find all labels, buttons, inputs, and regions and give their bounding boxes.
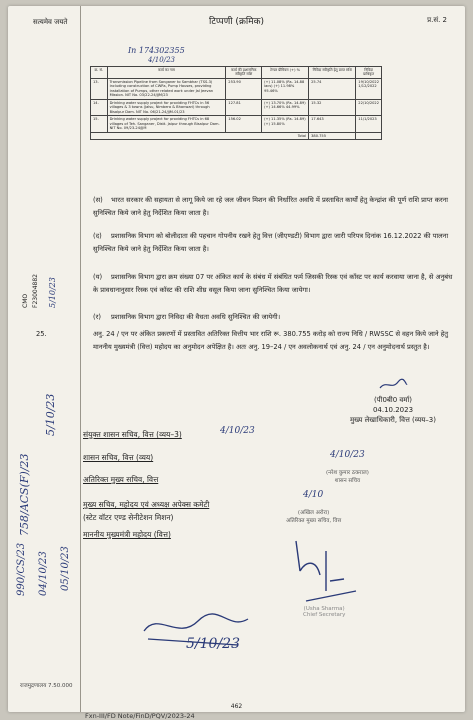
- para-number: (द): [93, 232, 102, 240]
- cmo-number: F23004882: [32, 274, 39, 308]
- para-text: प्रशासनिक विभाग को बोलीदाता की पहचान गोपनीय रखने हेतु वित्त (जीएण्डटी) विभाग द्वारा जारी परिपत्र दिनांक 16.12.2022 की पालना सुनिश्चित किये जाने हेतु निर्देशित किया जाता है।: [93, 232, 449, 253]
- table-total-row: [91, 132, 382, 139]
- table-row: [91, 99, 382, 115]
- handwritten-date-1: 4/10/23: [220, 426, 255, 436]
- cell-premium: (+) 11.08% (Rs. 14.88 lacs) (+) 11.98% 95.46%: [262, 78, 309, 99]
- cell-no: 13.: [91, 78, 108, 99]
- cell-sanction: 25.74: [309, 78, 356, 99]
- col-header: क्र. सं.: [91, 67, 108, 79]
- para-number: (य): [93, 273, 103, 281]
- file-reference: Fxn-III/FD Note/FinD/PQV/2023-24: [85, 712, 195, 720]
- cell-amount: 127.81: [226, 99, 262, 115]
- cell-no: 15.: [91, 116, 108, 132]
- col-header: टेण्डर प्रीमियम (+) %: [262, 67, 309, 79]
- margin-note-3-date: 05/10/23: [60, 546, 71, 591]
- total-label: Total: [91, 132, 309, 139]
- margin-note-1-date: 5/10/23: [44, 393, 57, 436]
- cmo-label: CMO: [22, 293, 29, 308]
- col-header: निविदा स्वीकृति हेतु प्राप्त राशि: [309, 67, 356, 79]
- works-table: [90, 66, 382, 140]
- cell-amount: 253.90: [226, 78, 262, 99]
- margin-note-2: 990/CS/23: [16, 542, 27, 596]
- para-r: [93, 311, 455, 324]
- cell-authority: 22/10/2022: [356, 99, 382, 115]
- table-header-row: [91, 67, 382, 79]
- cell-premium: (+) 11.35% (Rs. 14.89) (+) 15.80%: [262, 116, 309, 132]
- cmo-date: 5/10/23: [48, 277, 57, 308]
- cell-amount: 156.02: [226, 116, 262, 132]
- page-ref: प्र.सं. 2: [427, 16, 447, 24]
- page-title: टिप्पणी (क्रमिक): [208, 17, 264, 27]
- total-value: 380.755: [309, 132, 356, 139]
- para-s: [93, 194, 455, 219]
- page-number: 462: [230, 703, 243, 710]
- route-cm: माननीय मुख्यमंत्री महोदय (वित्त): [83, 530, 171, 539]
- margin-line: [80, 6, 81, 712]
- para-text: प्रशासनिक विभाग द्वारा निविदा की वैधता अवधि सुनिश्चित की जायेगी।: [111, 313, 281, 321]
- margin-note-1: 758/ACS(F)/23: [18, 453, 31, 536]
- cell-premium: (+) 13.70% (Rs. 14.89) (+) 14.66% 44.99%: [262, 99, 309, 115]
- route-jt-secretary: संयुक्त शासन सचिव, वित्त (व्यय–3): [83, 430, 182, 439]
- cell-sanction: 17.643: [309, 116, 356, 132]
- signature-mark: [378, 378, 408, 392]
- route-mission: (स्टेट वॉटर एण्ड सेनीटेशन मिशन): [83, 513, 174, 522]
- signature-scribble: [286, 531, 376, 611]
- signatory-designation: मुख्य लेखाधिकारी, वित्त (व्यय–3): [350, 416, 436, 424]
- stamp-secretary: (नरेश कुमार ठकराल) शासन सचिव: [326, 470, 369, 484]
- para-d: [93, 230, 455, 255]
- route-acs: अतिरिक्त मुख्य सचिव, वित्त: [83, 475, 159, 484]
- stamp-chief-secretary: (Usha Sharma) Chief Secretary: [303, 606, 346, 618]
- final-date: 5/10/23: [186, 636, 240, 652]
- header: [8, 14, 465, 28]
- stamp-acs: (अखिल अरोरा) अतिरिक्त मुख्य सचिव, वित्त: [286, 510, 342, 524]
- signature-block: [313, 378, 465, 425]
- route-secretary: शासन सचिव, वित्त (व्यय): [83, 453, 154, 462]
- emblem-logo: सत्यमेव जयते: [33, 18, 68, 26]
- cell-no: 14.: [91, 99, 108, 115]
- inward-number: In 174302355: [128, 46, 185, 55]
- col-header: कार्य की प्रशासनिक स्वीकृति राशि: [226, 67, 262, 79]
- cell-sanction: 15.32: [309, 99, 356, 115]
- col-header: कार्य का नाम: [107, 67, 226, 79]
- cell-name: Drinking water supply project for providing FHTCs in 56 villages & 3 towns (Jalsu, Nimbera & Bhanwari) through Bisalpur Dam. NIT No. 06/21-24/JJM-01/23: [107, 99, 226, 115]
- para-y: [93, 271, 455, 296]
- signatory-date: 04.10.2023: [372, 406, 414, 414]
- para-text: भारत सरकार की सहायता से लागू किये जा रहे जल जीवन मिशन की निर्धारित अवधि में प्रस्तावित कार्यों हेतु केन्द्रांश की पूर्ण राशि प्राप्त करना सुनिश्चित किये जाने हेतु निर्देशित किया जाता है।: [93, 196, 449, 217]
- note-sheet: [8, 6, 465, 712]
- signatory-name: (पी0बी0 वर्मा): [373, 396, 413, 404]
- handwritten-date-3: 4/10: [303, 490, 324, 500]
- handwritten-date-2: 4/10/23: [330, 450, 365, 460]
- para-number: (स): [93, 196, 103, 204]
- route-chief-secretary: मुख्य सचिव, महोदय एवं अध्यक्ष अपेक्स कमेटी: [83, 500, 210, 509]
- table-row: [91, 78, 382, 99]
- cell-name: Transmission Pipeline from Sanganer to Sambhar (TSS-3) including construction of CWRs, Pump Houses, providing installation of Pumps, other related work under Jal Jeevan Mission. NIT No. 03/22-24/JJM/23: [107, 78, 226, 99]
- para-25: अनु. 24 / एन पर अंकित प्रकरणों में प्रस्तावित अतिरिक्त वित्तीय भार राशि रू. 380.755 करोड़ को राज्य निधि / RWSSC से वहन किये जाने हेतु माननीय मुख्यमंत्री (वित्त) महोदय का अनुमोदन अपेक्षित है। अतः अनु. 19–24 / एन अवलोकनार्थ एवं अनु. 24 / एन अनुमोदनार्थ प्रस्तुत है।: [93, 330, 449, 351]
- para-number: (र): [93, 313, 101, 321]
- col-header: निविदा प्राधिकृत: [356, 67, 382, 79]
- cell-authority: 11/1/2023: [356, 116, 382, 132]
- margin-note-2-date: 04/10/23: [38, 551, 49, 596]
- printer-imprint: राजमुद्रणालय 7.50.000: [20, 683, 73, 689]
- total-empty: [356, 132, 382, 139]
- para-text: प्रशासनिक विभाग द्वारा क्रम संख्या 07 पर अंकित कार्य के संबंध में संबंधित फर्म जिसकी रिस्क एवं कॉस्ट पर कार्य करवाया जाना है, से अनुबंध के प्रावधानानुसार रिस्क एवं कॉस्ट की राशि शीघ्र वसूल किया जाना सुनिश्चित किया जायेगा।: [93, 273, 453, 294]
- cell-name: Drinking water supply project for providing FHTCs in 68 villages of Teh. Sanganer, Distt. Jaipur through Bisalpur Dam. NIT No. 09/23-24/JJM: [107, 116, 226, 132]
- cell-authority: 19/10/2022 1/12/2022: [356, 78, 382, 99]
- inward-date: 4/10/23: [148, 56, 175, 64]
- para-25-number: 25.: [36, 330, 47, 338]
- table-row: [91, 116, 382, 132]
